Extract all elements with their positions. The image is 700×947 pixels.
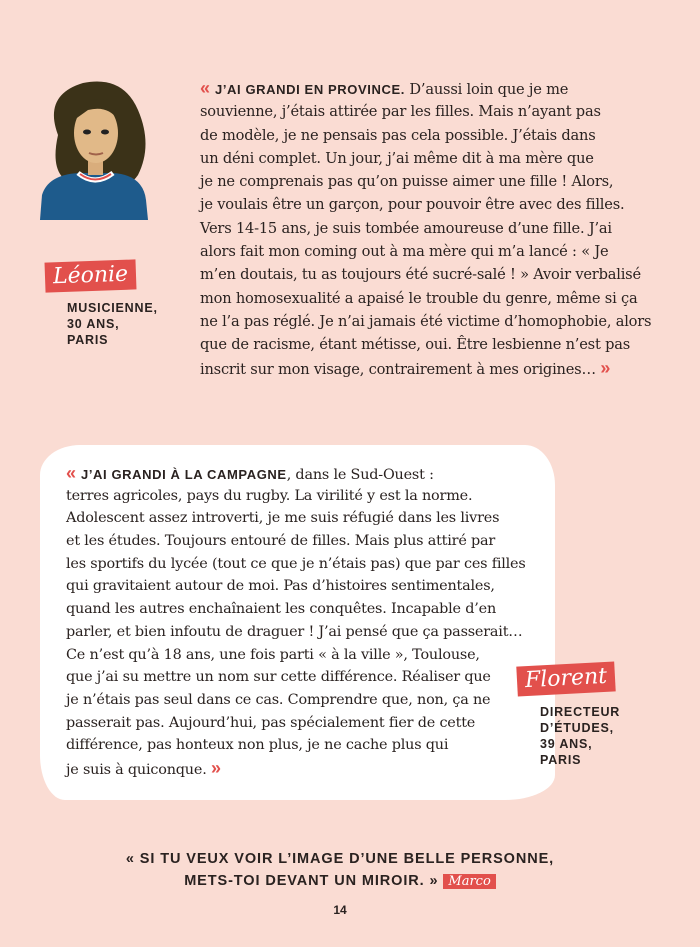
first-line xyxy=(200,77,651,100)
text-line: je voulais être un garçon, pour pouvoir être avec des filles. xyxy=(200,196,625,214)
quote-line: « SI TU VEUX VOIR L’IMAGE D’UNE BELLE PERSONNE, xyxy=(125,851,555,867)
quote-line-2 xyxy=(0,870,680,893)
role-line: PARIS xyxy=(67,333,109,347)
role-line: D’ÉTUDES, xyxy=(540,721,614,735)
leonie-testimony xyxy=(200,77,651,380)
florent-role xyxy=(540,704,620,768)
role-line: MUSICIENNE, xyxy=(67,301,158,315)
text-line: Ce n’est qu’à 18 ans, une fois parti « à la ville », Toulouse, xyxy=(66,646,480,663)
last-line xyxy=(200,357,651,380)
text-line: de modèle, je ne pensais pas cela possible. J’étais dans xyxy=(200,126,596,144)
role-line: 39 ANS, xyxy=(540,737,593,751)
text-line: Adolescent assez introverti, je me suis réfugié dans les livres xyxy=(66,510,500,527)
text-line: passerait pas. Aujourd’hui, pas spécialement fier de cette xyxy=(66,714,476,731)
text-line: je ne comprenais pas qu’on puisse aimer une fille ! Alors, xyxy=(200,173,614,191)
role-line: PARIS xyxy=(540,753,582,767)
leonie-portrait-illustration xyxy=(38,75,153,220)
open-quote-icon: « xyxy=(66,463,74,483)
leonie-role xyxy=(67,300,158,348)
florent-testimony xyxy=(66,462,526,780)
leonie-name-tag: Léonie xyxy=(45,259,137,292)
testimony-lead: J’AI GRANDI EN PROVINCE. xyxy=(215,82,405,97)
text-line: et les études. Toujours entouré de filles. Mais plus attiré par xyxy=(66,533,496,550)
text-line: m’en doutais, tu as toujours été sucré-salé ! » Avoir verbalisé xyxy=(200,266,641,284)
text-line: , dans le Sud-Ouest : xyxy=(286,467,434,483)
text-line: quand les autres enchaînaient les conquêtes. Incapable d’en xyxy=(66,601,497,618)
text-line: inscrit sur mon visage, contrairement à mes origines… xyxy=(200,360,601,378)
text-line: différence, pas honteux non plus, je ne cache plus qui xyxy=(66,737,449,754)
text-line: alors fait mon coming out à ma mère qui m’a lancé : « Je xyxy=(200,243,609,261)
text-line: souvienne, j’étais attirée par les filles. Mais n’ayant pas xyxy=(200,103,601,121)
text-line: mon homosexualité a apaisé le trouble du genre, même si ça xyxy=(200,289,638,307)
page-number: 14 xyxy=(333,903,347,917)
close-quote-icon: » xyxy=(600,357,608,378)
text-line: je n’étais pas seul dans ce cas. Comprendre que, non, ça ne xyxy=(66,691,491,708)
role-line: 30 ANS, xyxy=(67,317,120,331)
last-line xyxy=(66,757,526,780)
text-line: un déni complet. Un jour, j’ai même dit à ma mère que xyxy=(200,149,594,167)
text-line: que j’ai su mettre un nom sur cette différence. Réaliser que xyxy=(66,669,491,686)
text-line: les sportifs du lycée (tout ce que je n’étais pas) que par ces filles xyxy=(66,555,526,572)
text-line: D’aussi loin que je me xyxy=(404,81,569,98)
quote-author-tag: Marco xyxy=(443,874,495,889)
florent-name-tag: Florent xyxy=(516,661,616,696)
pull-quote xyxy=(0,848,680,893)
text-line: je suis à quiconque. xyxy=(66,761,211,778)
first-line xyxy=(66,462,526,485)
testimony-lead: J’AI GRANDI À LA CAMPAGNE xyxy=(81,467,287,482)
role-line: DIRECTEUR xyxy=(540,705,621,719)
text-line: terres agricoles, pays du rugby. La virilité y est la norme. xyxy=(66,487,473,504)
quote-line: METS-TOI DEVANT UN MIROIR. » xyxy=(184,873,439,889)
text-line: Vers 14-15 ans, je suis tombée amoureuse d’une fille. J’ai xyxy=(200,219,612,237)
close-quote-icon: » xyxy=(210,757,218,778)
text-line: que de racisme, étant métisse, oui. Être lesbienne n’est pas xyxy=(200,336,631,354)
text-line: qui gravitaient autour de moi. Pas d’histoires sentimentales, xyxy=(66,578,495,595)
open-quote-icon: « xyxy=(200,78,208,98)
text-line: ne l’a pas réglé. Je n’ai jamais été victime d’homophobie, alors xyxy=(200,312,652,330)
text-line: parler, et bien infoutu de draguer ! J’ai pensé que ça passerait… xyxy=(66,623,523,640)
